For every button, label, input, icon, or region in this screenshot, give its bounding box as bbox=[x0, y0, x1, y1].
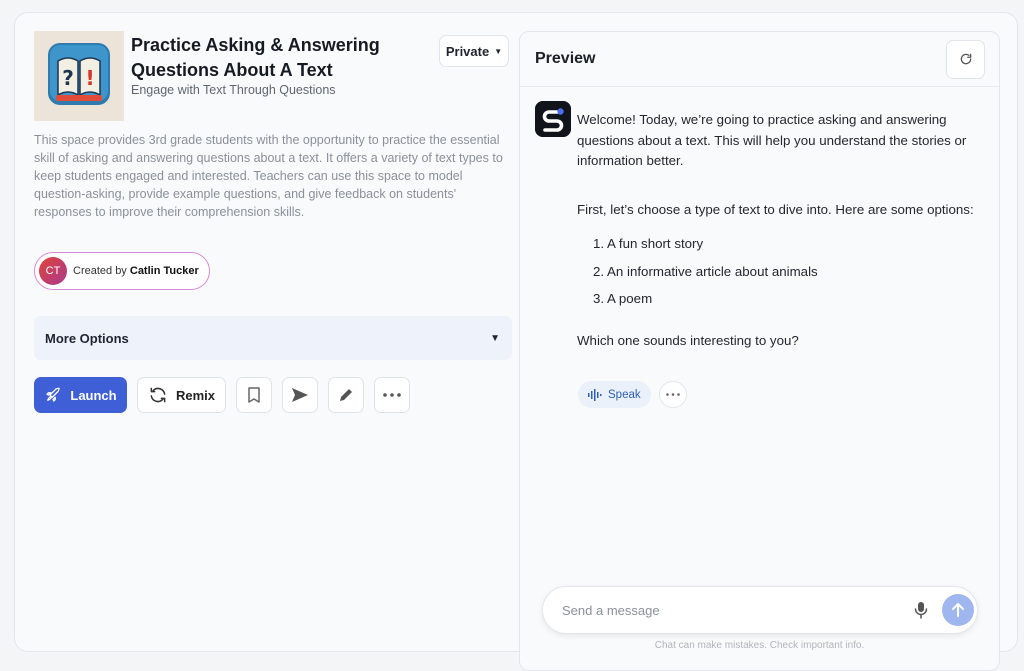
space-description: This space provides 3rd grade students with the opportunity to practice the essential skill of asking and answering questions about a text. It offers a variety of text types to keep students engaged and interested. Teachers can use this space to model question-asking, provide example questions, and give feedback on students' responses to improve their comprehension skills. bbox=[34, 133, 503, 219]
more-options-toggle[interactable] bbox=[34, 316, 512, 360]
speak-label: Speak bbox=[608, 388, 641, 401]
more-options-label: More Options bbox=[45, 330, 129, 346]
svg-text:!: ! bbox=[85, 66, 95, 90]
space-title: Practice Asking & Answering Questions About A Text bbox=[131, 35, 380, 80]
disclaimer-text: Chat can make mistakes. Check important info. bbox=[654, 640, 865, 651]
refresh-icon bbox=[959, 52, 973, 66]
svg-text:?: ? bbox=[62, 66, 74, 90]
refresh-button[interactable] bbox=[946, 40, 985, 79]
launch-label: Launch bbox=[70, 387, 117, 403]
schoolai-logo-icon bbox=[535, 101, 571, 137]
microphone-button[interactable] bbox=[906, 595, 936, 625]
list-item: 2. An informative article about animals bbox=[593, 263, 818, 279]
rocket-icon bbox=[44, 386, 62, 404]
message-actions bbox=[578, 381, 687, 408]
message-intro: Welcome! Today, we’re going to practice asking and answering questions about a text. This will help you understand the stories or information better. bbox=[577, 112, 967, 168]
more-icon bbox=[666, 393, 680, 396]
pencil-icon bbox=[338, 387, 354, 403]
bot-avatar bbox=[535, 101, 571, 137]
microphone-icon bbox=[914, 601, 928, 619]
message-input[interactable] bbox=[562, 603, 906, 618]
remix-label: Remix bbox=[175, 387, 216, 403]
list-item: 3. A poem bbox=[593, 291, 653, 306]
launch-button[interactable] bbox=[34, 377, 127, 413]
creator-prefix: Created by bbox=[73, 265, 127, 277]
creator-badge[interactable] bbox=[34, 252, 210, 290]
space-thumbnail bbox=[34, 31, 124, 121]
audio-wave-icon bbox=[588, 389, 602, 401]
space-subtitle: Engage with Text Through Questions bbox=[131, 83, 336, 97]
message-question: Which one sounds interesting to you? bbox=[577, 332, 799, 348]
creator-name: Catlin Tucker bbox=[129, 265, 199, 277]
more-button[interactable] bbox=[374, 377, 410, 413]
bookmark-button[interactable] bbox=[236, 377, 272, 413]
send-icon bbox=[290, 386, 310, 404]
creator-text bbox=[73, 265, 199, 277]
share-button[interactable] bbox=[282, 377, 318, 413]
speak-button[interactable] bbox=[578, 381, 651, 408]
book-question-icon bbox=[34, 31, 124, 121]
arrow-up-icon bbox=[951, 602, 965, 618]
edit-button[interactable] bbox=[328, 377, 364, 413]
list-item: 1. A fun short story bbox=[593, 236, 704, 251]
bookmark-icon bbox=[246, 386, 262, 404]
message-composer bbox=[542, 586, 978, 634]
avatar: CT bbox=[39, 257, 67, 285]
message-prompt: First, let’s choose a type of text to dive into. Here are some options: bbox=[577, 201, 974, 217]
visibility-label: Private bbox=[445, 43, 490, 59]
remix-button[interactable] bbox=[137, 377, 226, 413]
remix-icon bbox=[148, 385, 168, 405]
message-more-button[interactable] bbox=[659, 381, 687, 408]
caret-down-icon: ▼ bbox=[494, 46, 503, 56]
caret-down-icon: ▼ bbox=[490, 332, 500, 344]
preview-header bbox=[520, 32, 999, 87]
options-list bbox=[577, 234, 987, 317]
bot-message bbox=[577, 110, 987, 351]
preview-title: Preview bbox=[535, 50, 596, 67]
action-bar bbox=[34, 377, 410, 413]
visibility-dropdown[interactable] bbox=[439, 35, 509, 67]
preview-panel bbox=[519, 31, 1000, 671]
send-message-button[interactable] bbox=[942, 594, 974, 626]
more-icon bbox=[383, 393, 401, 397]
space-card bbox=[14, 12, 1018, 652]
